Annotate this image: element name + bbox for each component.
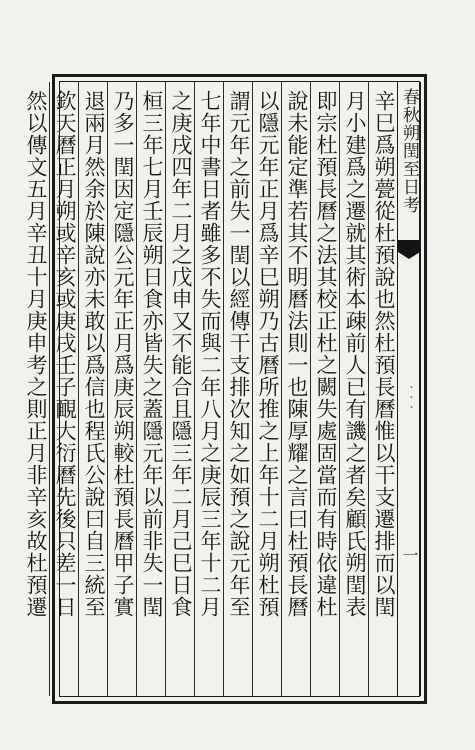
text-column: 說未能定準若其不明曆法則一也陳厚耀之言曰杜預長曆 xyxy=(285,90,309,618)
text-column: 辛巳爲朔甍從杜預說也然杜預長曆惟以干支遷排而以閏 xyxy=(372,90,396,618)
text-column: 乃多一閏因定隱公元年正月爲庚辰朔較杜預長曆甲子實 xyxy=(111,90,135,618)
page-frame xyxy=(24,74,427,704)
text-column: 退兩月然余於陳說亦未敢以爲信也程氏公說曰自三統至 xyxy=(82,90,106,618)
center-strip xyxy=(397,82,421,696)
book-title: 春秋朔閏至日考 xyxy=(399,88,419,214)
text-column: 即宗杜預長曆之法其校正杜之闕失處固當而有時依違杜 xyxy=(314,90,338,618)
text-column: 欽天曆正月朔或辛亥或庚戌壬子靦大衍曆先後只差一日 xyxy=(53,90,77,618)
text-column: 桓三年七月壬辰朔日食亦皆失之蓋隱元年以前非失一閏 xyxy=(140,90,164,618)
text-column: 然以傳文五月辛丑十月庚申考之則正月非辛亥故杜預遷 xyxy=(24,90,48,618)
text-column: 謂元年之前失一閏以經傳干支排次知之如預之說元年至 xyxy=(227,90,251,618)
page-number: 一 xyxy=(400,547,419,563)
fish-tail-mark xyxy=(398,240,420,252)
center-dots: ・・・ xyxy=(404,382,415,412)
text-column: 月小建爲之遷就其術本疎前人已有譏之者矣顧氏朔閏表 xyxy=(343,90,367,618)
text-block xyxy=(24,81,420,697)
text-column: 七年中書日者雖多不失而與二年八月之庚辰三年十二月 xyxy=(198,90,222,618)
text-column: 之庚戌四年二月之戊申又不能合且隱三年二月己巳日食 xyxy=(169,90,193,618)
text-column: 以隱元年正月爲辛巳朔乃古曆所推之上年十二月朔杜預 xyxy=(256,90,280,618)
